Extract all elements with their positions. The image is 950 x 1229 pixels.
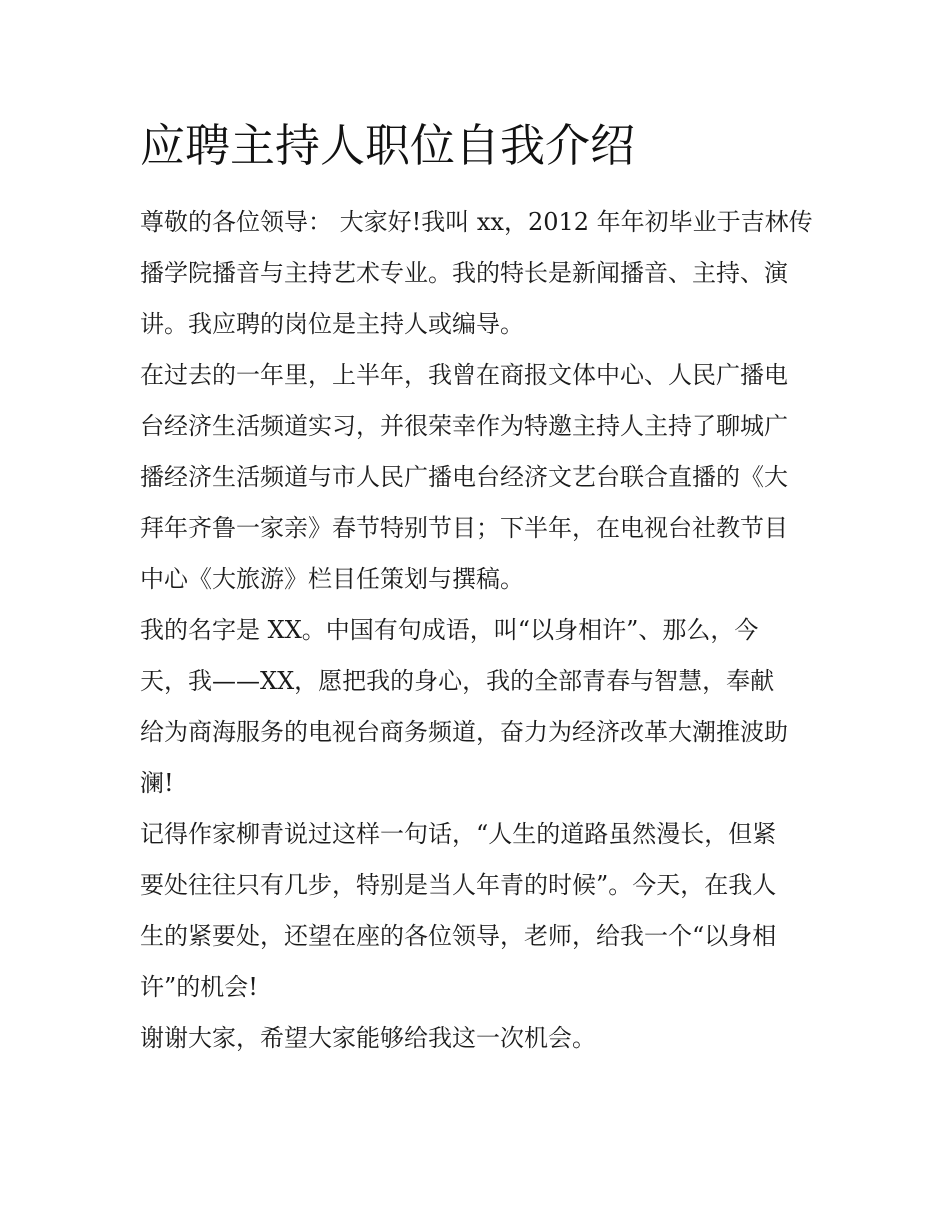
paragraph-1-line-1: 尊敬的各位领导： 大家好!我叫 xx，2012 年年初毕业于吉林传 xyxy=(140,208,813,236)
paragraph-2-line-3: 播经济生活频道与市人民广播电台经济文艺台联合直播的《大 xyxy=(140,463,788,491)
paragraph-2-line-2: 台经济生活频道实习，并很荣幸作为特邀主持人主持了聊城广 xyxy=(140,412,788,440)
document-title: 应聘主持人职位自我介绍 xyxy=(140,119,636,172)
paragraph-3-line-1: 我的名字是 XX。中国有句成语，叫“以身相许”、那么，今 xyxy=(140,616,759,644)
paragraph-3-line-4: 澜! xyxy=(140,769,174,797)
paragraph-4-line-2: 要处往往只有几步，特别是当人年青的时候”。今天，在我人 xyxy=(140,871,777,899)
paragraph-3-line-3: 给为商海服务的电视台商务频道，奋力为经济改革大潮推波助 xyxy=(140,718,788,746)
paragraph-1-line-3: 讲。我应聘的岗位是主持人或编导。 xyxy=(140,310,524,338)
paragraph-3-line-2: 天，我——XX，愿把我的身心，我的全部青春与智慧，奉献 xyxy=(140,667,775,695)
paragraph-4-line-4: 许”的机会! xyxy=(140,973,258,1001)
paragraph-2-line-4: 拜年齐鲁一家亲》春节特别节目；下半年，在电视台社教节目 xyxy=(140,514,788,542)
paragraph-1-line-2: 播学院播音与主持艺术专业。我的特长是新闻播音、主持、演 xyxy=(140,259,788,287)
paragraph-5-line-1: 谢谢大家，希望大家能够给我这一次机会。 xyxy=(140,1024,596,1052)
paragraph-2-line-1: 在过去的一年里，上半年，我曾在商报文体中心、人民广播电 xyxy=(140,361,788,389)
paragraph-2-line-5: 中心《大旅游》栏目任策划与撰稿。 xyxy=(140,565,524,593)
paragraph-4-line-1: 记得作家柳青说过这样一句话，“人生的道路虽然漫长，但紧 xyxy=(140,820,777,848)
paragraph-4-line-3: 生的紧要处，还望在座的各位领导，老师，给我一个“以身相 xyxy=(140,922,777,950)
